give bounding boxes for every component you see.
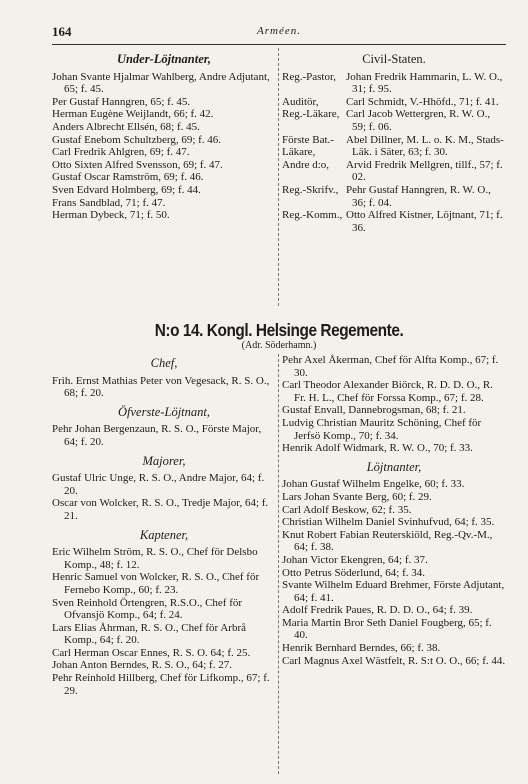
role-label: Auditör, xyxy=(282,95,319,108)
civil-staten-section xyxy=(282,50,506,234)
list-item: Knut Robert Fabian Reuterskiöld, Reg.-Qv.-M., 64; f. 38. xyxy=(282,528,493,554)
list-item: Gustaf Enebom Schultzberg, 69; f. 46. xyxy=(52,133,222,146)
role-holder: Otto Alfred Kistner, Löjtnant, 71; f. 36. xyxy=(346,209,503,234)
list-item xyxy=(282,134,506,159)
list-item: Frih. Ernst Mathias Peter von Vegesack, R. S. O., 68; f. 20. xyxy=(52,374,270,400)
page-header xyxy=(52,24,506,45)
chef-title: Chef, xyxy=(150,356,178,370)
list-item: Sven Reinhold Örtengren, R.S.O., Chef för Ofvansjö Komp., 64; f. 24. xyxy=(52,596,243,622)
list-item: Otto Sixten Alfred Svensson, 69; f. 47. xyxy=(52,158,223,171)
list-item: Pehr Johan Bergenzaun, R. S. O., Förste Major, 64; f. 20. xyxy=(52,423,262,448)
list-item: Carl Herman Oscar Ennes, R. S. O. 64; f. 25. xyxy=(52,646,251,659)
role-label: Andre d:o, xyxy=(282,158,330,171)
under-lojtnanter-section xyxy=(52,50,276,222)
list-item: Pehr Reinhold Hillberg, Chef för Lifkomp., 67; f. 29. xyxy=(52,672,270,697)
list-item: Lars Johan Svante Berg, 60; f. 29. xyxy=(282,490,432,503)
role-holder: Carl Schmidt, V.-Hhöfd., 71; f. 41. xyxy=(346,95,499,108)
list-item xyxy=(282,159,506,184)
kaptener-title: Kaptener, xyxy=(139,527,189,542)
regiment-title: N:o 14. Kongl. Helsinge Regemente. xyxy=(154,320,404,340)
list-item: Henrik Adolf Widmark, R. W. O., 70; f. 33. xyxy=(282,442,473,455)
list-item xyxy=(282,209,506,234)
role-holder: Abel Dillner, M. L. o. K. M., Stads-Läk. i Säter, 63; f. 30. xyxy=(346,133,504,159)
list-item: Svante Wilhelm Eduard Brehmer, Förste Adjutant, 64; f. 41. xyxy=(282,579,505,604)
list-item: Johan Svante Hjalmar Wahlberg, Andre Adjutant, 65; f. 45. xyxy=(52,70,270,96)
list-item: Herman Dybeck, 71; f. 50. xyxy=(52,209,170,222)
list-item: Eric Wilhelm Ström, R. S. O., Chef för Delsbo Komp., 48; f. 12. xyxy=(52,546,258,571)
lojtnanter-title: Löjtnanter, xyxy=(366,459,422,474)
list-item: Carl Fredrik Ahlgren, 69; f. 47. xyxy=(52,146,190,159)
running-title: Arméen. xyxy=(257,25,301,37)
list-item: Oscar von Wolcker, R. S. O., Tredje Major, 64; f. 21. xyxy=(52,497,269,522)
list-item: Gustaf Envall, Dannebrogsman, 68; f. 21. xyxy=(282,404,466,417)
role-holder: Carl Jacob Wettergren, R. W. O., 59; f. 06. xyxy=(346,108,491,133)
role-label: Reg.-Komm., xyxy=(282,209,343,222)
list-item: Johan Victor Ekengren, 64; f. 37. xyxy=(282,553,428,566)
majorer-title: Majorer, xyxy=(142,453,186,468)
list-item: Johan Anton Berndes, R. S. O., 64; f. 27. xyxy=(52,659,232,672)
role-holder: Johan Fredrik Hammarin, L. W. O., 31; f. 95. xyxy=(346,70,503,96)
column-divider xyxy=(278,48,279,306)
list-item: Pehr Axel Åkerman, Chef för Alfta Komp., 67; f. 30. xyxy=(282,354,499,379)
list-item: Henric Samuel von Wolcker, R. S. O., Chef för Fernebo Komp., 60; f. 23. xyxy=(52,571,260,596)
list-item: Frans Sandblad, 71; f. 47. xyxy=(52,196,166,209)
list-item xyxy=(282,96,506,109)
list-item: Christian Wilhelm Daniel Svinhufvud, 64; f. 35. xyxy=(282,516,495,529)
list-item: Gustaf Ulric Unge, R. S. O., Andre Major, 64; f. 20. xyxy=(52,472,265,497)
list-item: Carl Theodor Alexander Biörck, R. D. D. O., R. Fr. H. L., Chef för Forssa Komp., 67; f. 28. xyxy=(282,379,493,404)
regiment-address: (Adr. Söderhamn.) xyxy=(241,340,317,351)
list-item: Otto Petrus Söderlund, 64; f. 34. xyxy=(282,566,425,579)
list-item: Carl Magnus Axel Wästfelt, R. S:t O. O., 66; f. 44. xyxy=(282,654,506,667)
under-lojtnanter-list xyxy=(52,71,276,222)
list-item: Henrik Bernhard Berndes, 66; f. 38. xyxy=(282,642,441,655)
list-item: Johan Gustaf Wilhelm Engelke, 60; f. 33. xyxy=(282,478,465,491)
list-item xyxy=(282,108,506,133)
list-item: Herman Eugène Weijlandt, 66; f. 42. xyxy=(52,108,214,121)
list-item: Per Gustaf Hanngren, 65; f. 45. xyxy=(52,95,191,108)
list-item: Maria Martin Bror Seth Daniel Fougberg, 65; f. 40. xyxy=(282,616,492,642)
list-item: Gustaf Oscar Ramström, 69; f. 46. xyxy=(52,171,204,184)
role-holder: Pehr Gustaf Hanngren, R. W. O., 36; f. 04. xyxy=(346,183,491,209)
list-item xyxy=(282,71,506,96)
section-title: Civil-Staten. xyxy=(362,52,426,66)
role-label: Reg.-Pastor, xyxy=(282,70,336,83)
officers-right-column xyxy=(282,354,506,667)
role-holder: Arvid Fredrik Mellgren, tillf., 57; f. 02. xyxy=(346,158,503,184)
column-divider xyxy=(278,354,279,774)
page-number: 164 xyxy=(52,24,72,39)
role-label: Förste Bat.-Läkare, xyxy=(282,133,334,159)
officers-left-column xyxy=(52,354,276,697)
section-title: Under-Löjtnanter, xyxy=(116,52,212,66)
list-item: Lars Elias Åhrman, R. S. O., Chef för Arbrå Komp., 64; f. 20. xyxy=(52,621,246,647)
list-item: Carl Adolf Beskow, 62; f. 35. xyxy=(282,503,412,516)
list-item: Adolf Fredrik Paues, R. D. D. O., 64; f. 39. xyxy=(282,604,473,617)
list-item: Sven Edvard Holmberg, 69; f. 44. xyxy=(52,183,201,196)
ofverste-title: Öfverste-Löjtnant, xyxy=(117,404,210,419)
role-label: Reg.-Skrifv., xyxy=(282,183,339,196)
role-label: Reg.-Läkare, xyxy=(282,108,340,121)
list-item: Ludvig Christian Mauritz Schöning, Chef för Jerfsö Komp., 70; f. 34. xyxy=(282,416,482,442)
list-item: Anders Albrecht Ellsén, 68; f. 45. xyxy=(52,120,200,133)
list-item xyxy=(282,184,506,209)
